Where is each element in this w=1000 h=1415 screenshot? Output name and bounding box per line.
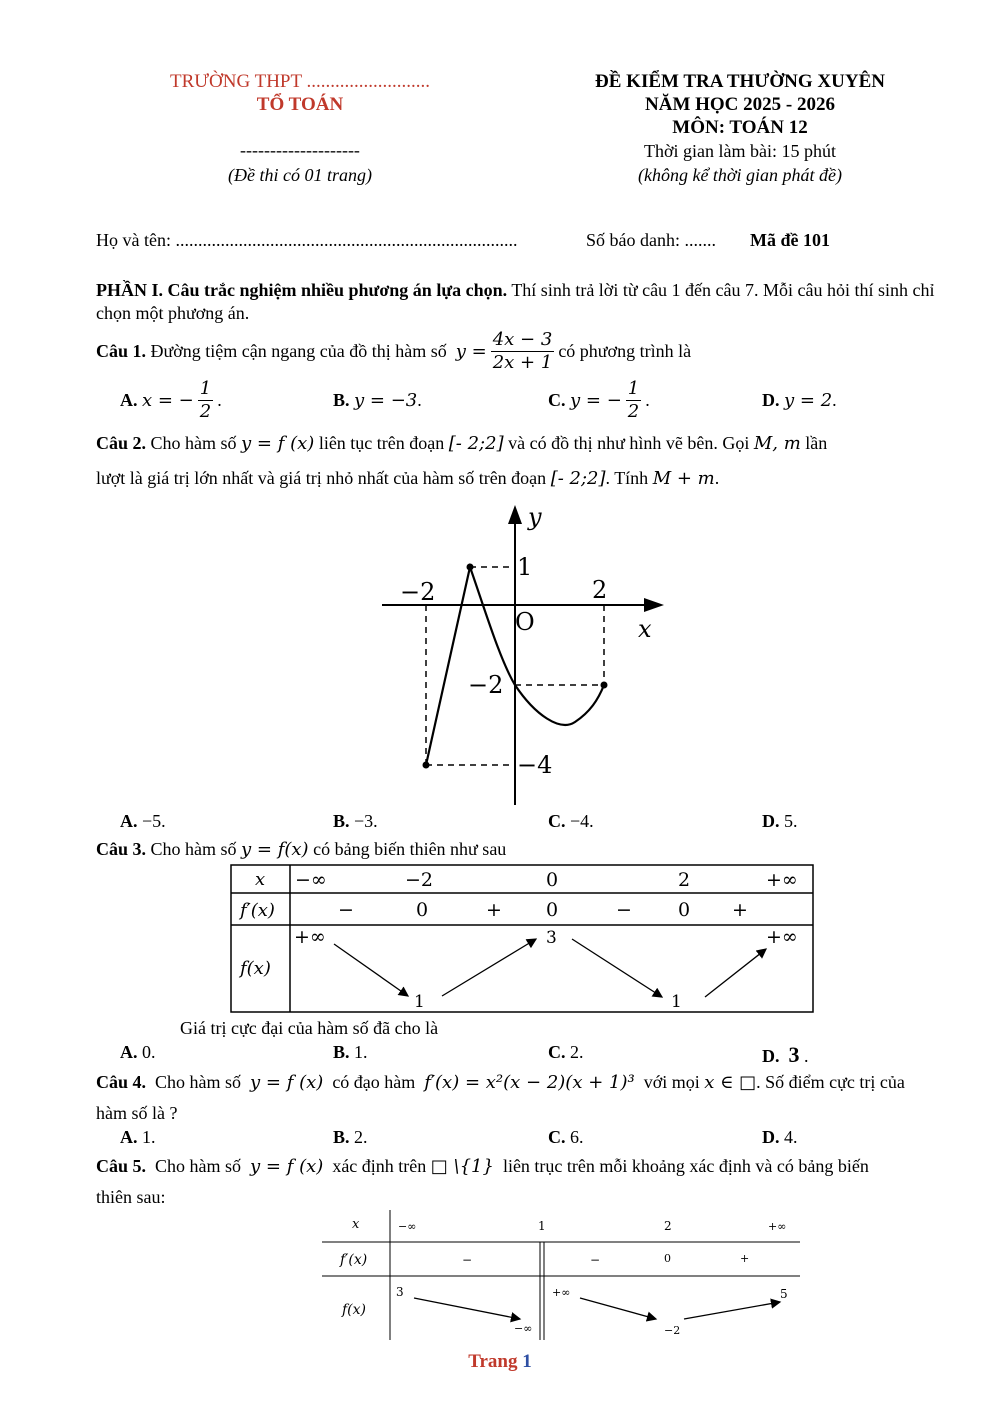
- question-5-line2: thiên sau:: [96, 1187, 166, 1207]
- sign: −: [590, 1253, 601, 1267]
- q2-interval: [- 2;2]: [448, 433, 504, 454]
- q2-option-a[interactable]: A. −5.: [120, 811, 166, 831]
- q2-graph: [360, 500, 680, 810]
- option-den: 2: [627, 401, 640, 422]
- q1-option-c[interactable]: C. y = − $\frac{1}{2}$ .: [548, 378, 650, 422]
- arrow-down: [414, 1298, 520, 1319]
- question-4-line2: hàm số là ?: [96, 1103, 178, 1123]
- option-value: 5: [784, 811, 793, 831]
- q2-M: M: [753, 433, 773, 454]
- q1-denominator: 2x + 1: [492, 351, 553, 373]
- q3-option-c[interactable]: C. 2.: [548, 1042, 584, 1062]
- q1-text-end: có phương trình là: [558, 340, 692, 361]
- question-5-line1: [96, 1156, 869, 1177]
- option-label: D.: [762, 1046, 780, 1066]
- q5-label: Câu 5.: [96, 1156, 147, 1176]
- question-3: [96, 839, 506, 860]
- q4-option-a[interactable]: A. 1.: [120, 1127, 156, 1147]
- q2-option-b[interactable]: B. −3.: [333, 811, 378, 831]
- row-x-label: x: [255, 869, 266, 890]
- option-label: D.: [762, 390, 780, 410]
- option-label: A.: [120, 390, 138, 410]
- school-year: NĂM HỌC 2025 - 2026: [645, 94, 835, 115]
- q5-function: y = f (x): [250, 1156, 324, 1177]
- question-2-line2: lượt là giá trị lớn nhất và giá trị nhỏ nhất của hàm số trên đoạn [- 2;2]. Tính M + m.: [96, 468, 720, 489]
- q1-option-a[interactable]: A. x = − $\frac{1}{2}$ .: [120, 378, 222, 422]
- f-val: 3: [396, 1285, 404, 1299]
- option-label: B.: [333, 1127, 350, 1147]
- question-4-line1: [96, 1072, 905, 1093]
- q3-caption: Giá trị cực đại của hàm số đã cho là: [180, 1018, 439, 1038]
- q4-text: có đạo hàm: [332, 1072, 416, 1092]
- page-word: Trang: [468, 1351, 518, 1372]
- row-f-label: f(x): [342, 1302, 367, 1318]
- origin-label: O: [515, 608, 535, 636]
- q2-text: . Tính: [605, 468, 649, 488]
- q4-text: . Số điểm cực trị của: [756, 1072, 905, 1092]
- option-value: 1: [142, 1127, 151, 1147]
- arrow-up: [442, 939, 536, 996]
- option-label: C.: [548, 390, 566, 410]
- f-val: +∞: [766, 926, 798, 948]
- q5-variation-table: [322, 1210, 800, 1340]
- option-value: 3: [788, 1042, 800, 1067]
- q3-option-b[interactable]: B. 1.: [333, 1042, 368, 1062]
- option-value: 0: [142, 1042, 151, 1062]
- q2-text: Cho hàm số: [150, 433, 237, 453]
- sign: −: [338, 899, 354, 921]
- option-value: 6: [570, 1127, 579, 1147]
- option-label: B.: [333, 811, 350, 831]
- sign: −: [462, 1253, 473, 1267]
- question-1: [96, 326, 691, 376]
- q5-text: Cho hàm số: [155, 1156, 242, 1176]
- name-field: Họ và tên: ............................................................................: [96, 230, 518, 250]
- x-val: +∞: [766, 869, 798, 891]
- q4-derivative: f′(x) = x²(x − 2)(x + 1)³: [424, 1072, 635, 1093]
- student-id-field: Số báo danh: .......: [586, 230, 716, 250]
- tick-y-neg2: −2: [468, 671, 504, 699]
- option-value: y = −: [570, 390, 622, 411]
- option-num: 1: [627, 378, 640, 399]
- point-max: [467, 564, 474, 571]
- part1-title: PHẦN I. Câu trắc nghiệm nhiều phương án lựa chọn.: [96, 280, 508, 300]
- f-val: +∞: [294, 926, 326, 948]
- q2-label: Câu 2.: [96, 433, 147, 453]
- arrow-down: [334, 944, 408, 996]
- option-label: A.: [120, 811, 138, 831]
- x-val: 0: [546, 869, 559, 891]
- x-label: x: [638, 615, 652, 643]
- time-note: (không kể thời gian phát đề): [637, 165, 843, 185]
- q1-numerator: 4x − 3: [492, 328, 553, 350]
- q2-option-d[interactable]: D. 5.: [762, 811, 798, 831]
- q2-text: và có đồ thị như hình vẽ bên. Gọi: [508, 433, 750, 453]
- q4-option-c[interactable]: C. 6.: [548, 1127, 584, 1147]
- option-value: −4: [570, 811, 590, 831]
- option-den: 2: [199, 401, 212, 422]
- part1-desc: Thí sinh trả lời từ câu 1 đến câu 7. Mỗi câu hỏi thí sinh chỉ chọn một phương án.: [96, 280, 935, 323]
- option-label: D.: [762, 1127, 780, 1147]
- sign: +: [732, 899, 748, 921]
- q5-text: liên trục trên mỗi khoảng xác định và có bảng biến: [502, 1156, 869, 1176]
- option-num: 1: [199, 378, 212, 399]
- q3-text: có bảng biến thiên như sau: [313, 839, 507, 859]
- pages-note: (Đề thi có 01 trang): [228, 165, 372, 185]
- x-val: 2: [664, 1219, 672, 1233]
- q2-text: lần: [805, 433, 828, 453]
- question-2-line1: [96, 433, 827, 454]
- x-val: −∞: [398, 1220, 417, 1233]
- q2-m: , m: [772, 433, 801, 454]
- q2-option-c[interactable]: C. −4.: [548, 811, 594, 831]
- tick-y-neg4: −4: [517, 751, 553, 779]
- f-val: 5: [780, 1287, 788, 1301]
- x-val: 2: [678, 869, 691, 891]
- q2-function: y = f (x): [241, 433, 315, 454]
- q5-text: xác định trên: [332, 1156, 427, 1176]
- tick-1: 1: [517, 553, 533, 581]
- f-val: 1: [671, 992, 682, 1012]
- q1-fraction: [491, 329, 555, 374]
- option-label: B.: [333, 390, 350, 410]
- option-value: 2: [570, 1042, 579, 1062]
- arrow-down: [580, 1298, 656, 1319]
- sign: +: [486, 899, 502, 921]
- option-value: 1: [354, 1042, 364, 1062]
- row-fprime-label: f′(x): [340, 1252, 368, 1268]
- q2-interval: [- 2;2]: [550, 468, 606, 489]
- q3-function: y = f(x): [241, 839, 309, 860]
- q2-text: lượt là giá trị lớn nhất và giá trị nhỏ nhất của hàm số trên đoạn: [96, 468, 547, 488]
- option-label: C.: [548, 811, 566, 831]
- school-name: TRƯỜNG THPT ..........................: [170, 71, 430, 92]
- page-number: 1: [522, 1351, 532, 1372]
- exam-title: ĐỀ KIỂM TRA THƯỜNG XUYÊN: [595, 71, 885, 92]
- sign: +: [740, 1252, 750, 1265]
- option-value: y = −3: [354, 390, 418, 411]
- subject: MÔN: TOÁN 12: [672, 117, 808, 138]
- row-x-label: x: [352, 1217, 360, 1232]
- option-label: B.: [333, 1042, 350, 1062]
- x-val: −∞: [295, 869, 327, 891]
- y-axis-arrow: [508, 505, 522, 524]
- exam-code: Mã đề 101: [750, 230, 830, 250]
- department: TỔ TOÁN: [256, 94, 344, 115]
- q3-variation-table: [230, 864, 815, 1014]
- q4-option-d[interactable]: D. 4.: [762, 1127, 798, 1147]
- q3-text: Cho hàm số: [150, 839, 237, 859]
- option-value: −5: [142, 811, 162, 831]
- f-val: −∞: [514, 1322, 533, 1335]
- page-footer: [400, 1351, 600, 1373]
- q4-text: với mọi: [643, 1072, 700, 1092]
- sign: 0: [416, 899, 429, 921]
- q4-text: Cho hàm số: [155, 1072, 242, 1092]
- sign: 0: [678, 899, 691, 921]
- q4-domain: x ∈ □: [704, 1072, 757, 1093]
- tick-x-neg2: −2: [400, 578, 436, 606]
- header-dashes: --------------------: [240, 140, 360, 160]
- point-start: [423, 762, 430, 769]
- option-value: 4: [784, 1127, 793, 1147]
- row-f-label: f(x): [240, 958, 271, 979]
- sign: 0: [546, 899, 559, 921]
- f-val: 3: [546, 928, 557, 948]
- part1-intro: [96, 279, 946, 325]
- arrow-up: [684, 1302, 780, 1319]
- option-label: A.: [120, 1042, 138, 1062]
- f-val: 1: [414, 992, 425, 1012]
- option-value: y = 2: [784, 390, 833, 411]
- q4-function: y = f (x): [250, 1072, 324, 1093]
- f-val: +∞: [552, 1286, 571, 1299]
- x-val: 1: [538, 1219, 546, 1233]
- row-fprime-label: f′(x): [240, 900, 275, 921]
- option-label: C.: [548, 1127, 566, 1147]
- q5-domain: □ \{1}: [430, 1156, 494, 1177]
- q1-y-eq: y =: [455, 340, 487, 362]
- y-label: y: [528, 503, 542, 531]
- q2-sum: M + m: [652, 468, 715, 489]
- option-label: D.: [762, 811, 780, 831]
- point-end: [601, 682, 608, 689]
- arrow-up: [705, 949, 766, 997]
- x-val: −2: [405, 869, 434, 891]
- q3-label: Câu 3.: [96, 839, 147, 859]
- option-value: −3: [354, 811, 374, 831]
- option-value: x = −: [142, 390, 194, 411]
- sign: 0: [664, 1252, 671, 1265]
- q3-option-d[interactable]: D. 3 .: [762, 1042, 809, 1067]
- q3-option-a[interactable]: A. 0.: [120, 1042, 156, 1062]
- q1-label: Câu 1.: [96, 340, 147, 361]
- q4-label: Câu 4.: [96, 1072, 147, 1092]
- tick-x-2: 2: [592, 576, 608, 604]
- q4-option-b[interactable]: B. 2.: [333, 1127, 368, 1147]
- option-value: 2: [354, 1127, 364, 1147]
- q2-text: liên tục trên đoạn: [318, 433, 445, 453]
- arrow-down: [572, 939, 662, 997]
- x-axis-arrow: [644, 598, 664, 612]
- q1-option-d[interactable]: D. y = 2.: [762, 390, 837, 411]
- time-limit: Thời gian làm bài: 15 phút: [644, 141, 836, 161]
- sign: −: [616, 899, 632, 921]
- option-label: C.: [548, 1042, 566, 1062]
- q1-option-b[interactable]: B. y = −3.: [333, 390, 422, 411]
- q1-text: Đường tiệm cận ngang của đồ thị hàm số: [150, 340, 447, 361]
- option-label: A.: [120, 1127, 138, 1147]
- x-val: +∞: [768, 1220, 787, 1233]
- f-val: −2: [664, 1324, 681, 1337]
